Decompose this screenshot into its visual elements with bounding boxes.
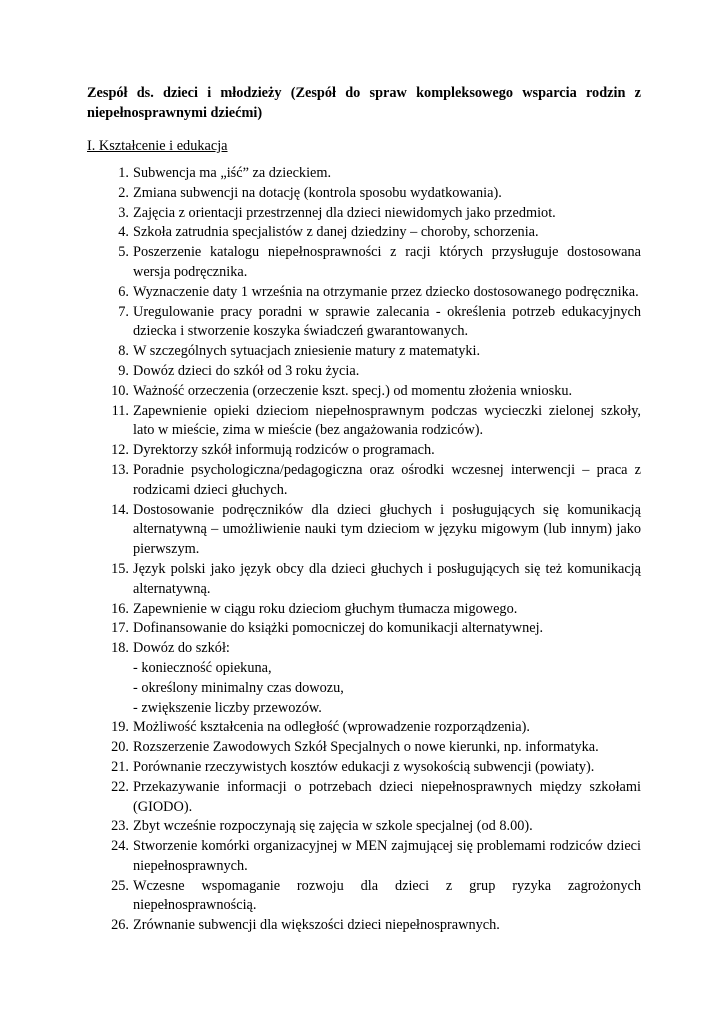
list-item-body <box>133 342 641 362</box>
list-item-text: Rozszerzenie Zawodowych Szkół Specjalnych o nowe kierunki, np. informatyka. <box>133 739 599 756</box>
list-item-text: Ważność orzeczenia (orzeczenie kszt. specj.) od momentu złożenia wniosku. <box>133 382 573 399</box>
list-item-number: 13. <box>111 461 129 478</box>
list-subitem: - zwiększenie liczby przewozów. <box>133 699 322 716</box>
list-item-number: 11. <box>111 402 129 419</box>
list-item-number: 22. <box>111 778 129 795</box>
numbered-list <box>87 164 641 936</box>
list-item-number: 25. <box>111 877 129 894</box>
list-subitem: - określony minimalny czas dowozu, <box>133 679 344 696</box>
list-item-text: Zapewnienie w ciągu roku dzieciom głuchym tłumacza migowego. <box>133 600 518 617</box>
document-title: Zespół ds. dzieci i młodzieży (Zespół do spraw kompleksowego wsparcia rodzin z niepełnosprawnymi dziećmi) <box>87 85 641 121</box>
list-item <box>87 778 641 818</box>
list-item-number: 24. <box>111 838 129 855</box>
section-heading: I. Kształcenie i edukacja <box>87 138 228 154</box>
list-item-body <box>133 738 641 758</box>
list-item-body <box>133 243 641 283</box>
list-item-number: 14. <box>111 501 129 518</box>
list-item <box>87 382 641 402</box>
list-item-body <box>133 916 641 936</box>
list-item-body <box>133 600 641 620</box>
list-item-number: 12. <box>111 442 129 459</box>
list-item-body <box>133 402 641 442</box>
list-item-number: 8. <box>118 343 129 360</box>
list-item <box>87 441 641 461</box>
list-item-text: Porównanie rzeczywistych kosztów edukacji z wysokością subwencji (powiaty). <box>133 758 595 775</box>
list-item-body <box>133 303 641 343</box>
list-item-number: 9. <box>118 362 129 379</box>
list-item-body <box>133 639 641 718</box>
list-item-text: Zbyt wcześnie rozpoczynają się zajęcia w szkole specjalnej (od 8.00). <box>133 818 533 835</box>
list-item <box>87 402 641 442</box>
list-item-text: Uregulowanie pracy poradni w sprawie zalecania - określenia potrzeb edukacyjnych dziecka i stworzenie koszyka świadczeń gwarantowanych. <box>133 303 641 340</box>
list-item-body <box>133 817 641 837</box>
list-item <box>87 837 641 877</box>
list-item <box>87 204 641 224</box>
list-item-text: W szczególnych sytuacjach zniesienie matury z matematyki. <box>133 343 481 360</box>
list-item <box>87 342 641 362</box>
list-item-body <box>133 362 641 382</box>
list-item-text: Możliwość kształcenia na odległość (wprowadzenie rozporządzenia). <box>133 719 530 736</box>
list-item <box>87 501 641 560</box>
list-item-number: 6. <box>118 283 129 300</box>
list-item <box>87 560 641 600</box>
list-item <box>87 223 641 243</box>
list-item-text: Dyrektorzy szkół informują rodziców o programach. <box>133 442 435 459</box>
list-item-number: 1. <box>118 165 129 181</box>
list-item-number: 15. <box>111 560 129 577</box>
list-item-text: Dostosowanie podręczników dla dzieci głuchych i posługujących się komunikacją alternatywną – umożliwienie nauki tym dzieciom w języku migowym (lub innym) jako pierwszym. <box>133 501 641 558</box>
list-item-body <box>133 778 641 818</box>
list-item-text: Dowóz do szkół: <box>133 640 230 657</box>
list-item-text: Subwencja ma „iść” za dzieckiem. <box>133 165 332 181</box>
list-item-number: 10. <box>111 382 129 399</box>
list-item-body <box>133 283 641 303</box>
list-item-text: Szkoła zatrudnia specjalistów z danej dziedziny – choroby, schorzenia. <box>133 224 539 241</box>
list-item-text: Wyznaczenie daty 1 września na otrzymanie przez dziecko dostosowanego podręcznika. <box>133 283 639 300</box>
list-item-text: Zrównanie subwencji dla większości dzieci niepełnosprawnych. <box>133 917 500 934</box>
list-item-text: Zmiana subwencji na dotację (kontrola sposobu wydatkowania). <box>133 184 502 201</box>
list-item <box>87 283 641 303</box>
list-item <box>87 184 641 204</box>
list-item-body <box>133 501 641 560</box>
list-item-body <box>133 184 641 204</box>
list-item-number: 26. <box>111 917 129 934</box>
list-item <box>87 817 641 837</box>
list-item-number: 4. <box>118 224 129 241</box>
list-item-text: Zapewnienie opieki dzieciom niepełnosprawnym podczas wycieczki zielonej szkoły, lato w mieście, zima w mieście (bez angażowania rodziców). <box>133 402 641 439</box>
list-item-body <box>133 204 641 224</box>
list-item-body <box>133 718 641 738</box>
list-item-number: 3. <box>118 204 129 221</box>
list-item <box>87 916 641 936</box>
list-item-body <box>133 441 641 461</box>
list-item-body <box>133 223 641 243</box>
list-item <box>87 877 641 917</box>
list-item <box>87 303 641 343</box>
list-item-number: 21. <box>111 758 129 775</box>
list-item-number: 17. <box>111 620 129 637</box>
list-item-body <box>133 560 641 600</box>
list-item-body <box>133 758 641 778</box>
list-item <box>87 718 641 738</box>
list-item <box>87 461 641 501</box>
list-item-text: Zajęcia z orientacji przestrzennej dla dzieci niewidomych jako przedmiot. <box>133 204 556 221</box>
list-item-number: 23. <box>111 818 129 835</box>
list-item-text: Poradnie psychologiczna/pedagogiczna oraz ośrodki wczesnej interwencji – praca z rodzicami dzieci głuchych. <box>133 461 641 498</box>
list-item <box>87 738 641 758</box>
list-subitem: - konieczność opiekuna, <box>133 659 272 676</box>
list-item-number: 19. <box>111 719 129 736</box>
list-item-body <box>133 877 641 917</box>
list-item-number: 5. <box>118 244 129 261</box>
list-item-number: 18. <box>111 640 129 657</box>
list-item-number: 16. <box>111 600 129 617</box>
list-item-body <box>133 837 641 877</box>
list-item <box>87 243 641 283</box>
list-item-text: Dowóz dzieci do szkół od 3 roku życia. <box>133 362 360 379</box>
list-item-text: Stworzenie komórki organizacyjnej w MEN zajmującej się problemami rodziców dzieci niepełnosprawnych. <box>133 838 641 874</box>
list-item <box>87 164 641 184</box>
list-item-text: Język polski jako język obcy dla dzieci głuchych i posługujących się też komunikacją alternatywną. <box>133 560 641 597</box>
list-item-text: Dofinansowanie do książki pomocniczej do komunikacji alternatywnej. <box>133 620 544 637</box>
list-item <box>87 619 641 639</box>
list-item-body <box>133 619 641 639</box>
list-item-number: 20. <box>111 739 129 756</box>
list-item-number: 7. <box>118 303 129 320</box>
list-item-text: Poszerzenie katalogu niepełnosprawności z racji których przysługuje dostosowana wersja podręcznika. <box>133 244 641 280</box>
list-item-body <box>133 382 641 402</box>
list-item <box>87 758 641 778</box>
list-item <box>87 362 641 382</box>
list-item-body <box>133 461 641 501</box>
list-item <box>87 639 641 718</box>
list-item-number: 2. <box>118 184 129 201</box>
list-item-text: Przekazywanie informacji o potrzebach dzieci niepełnosprawnych między szkołami (GIODO). <box>133 778 641 815</box>
list-item <box>87 600 641 620</box>
list-item-body <box>133 164 641 184</box>
list-item-text: Wczesne wspomaganie rozwoju dla dzieci z grup ryzyka zagrożonych niepełnosprawnością. <box>133 877 641 914</box>
